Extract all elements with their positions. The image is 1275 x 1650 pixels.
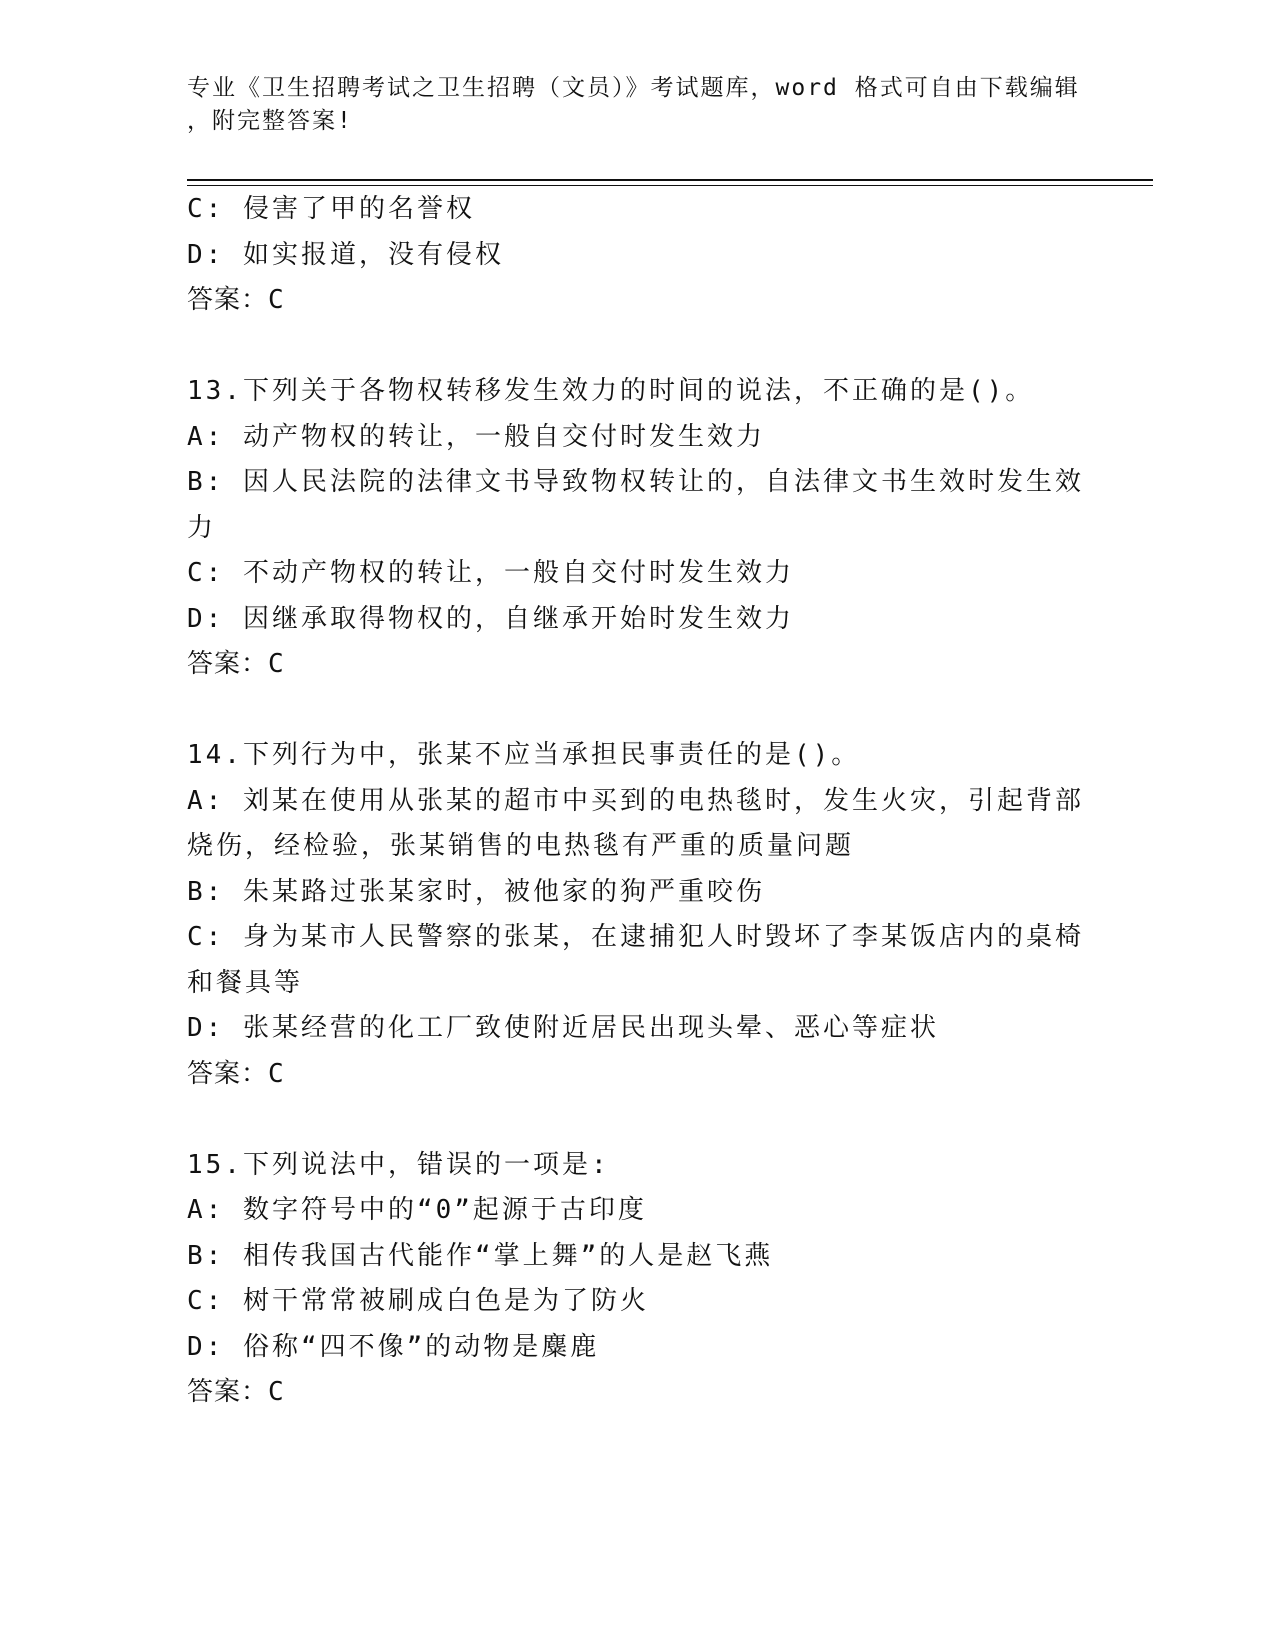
header-divider-thick xyxy=(187,179,1153,181)
q13-answer: 答案：C xyxy=(187,649,285,679)
document-header xyxy=(187,72,1087,138)
q12-answer: 答案：C xyxy=(187,285,285,315)
spacer xyxy=(187,324,1087,370)
q14-option-c: C: 身为某市人民警察的张某，在逮捕犯人时毁坏了李某饭店内的桌椅和餐具等 xyxy=(187,922,1084,998)
q13-option-a: A: 动产物权的转让，一般自交付时发生效力 xyxy=(187,421,765,452)
q12-option-c: C: 侵害了甲的名誉权 xyxy=(187,194,475,224)
q14-option-a: A: 刘某在使用从张某的超市中买到的电热毯时，发生火灾，引起背部烧伤，经检验，张某销售的电热毯有严重的质量问题 xyxy=(187,785,1084,861)
spacer xyxy=(187,688,1087,734)
question-12-continued xyxy=(187,187,1087,324)
q13-question: 13.下列关于各物权转移发生效力的时间的说法，不正确的是()。 xyxy=(187,376,1035,406)
q15-question: 15.下列说法中，错误的一项是: xyxy=(187,1149,610,1180)
q13-option-b: B: 因人民法院的法律文书导致物权转让的，自法律文书生效时发生效力 xyxy=(187,467,1084,543)
q13-option-d: D: 因继承取得物权的，自继承开始时发生效力 xyxy=(187,603,794,634)
q15-option-b: B: 相传我国古代能作“掌上舞”的人是赵飞燕 xyxy=(187,1240,774,1271)
question-14 xyxy=(187,733,1087,1097)
q14-answer: 答案：C xyxy=(187,1058,285,1089)
q15-answer: 答案：C xyxy=(187,1377,285,1407)
header-divider-thin xyxy=(187,185,1153,186)
question-13 xyxy=(187,369,1087,688)
header-line-2: ，附完整答案! xyxy=(187,108,353,134)
question-content xyxy=(187,187,1087,1416)
q15-option-c: C: 树干常常被刷成白色是为了防火 xyxy=(187,1286,649,1316)
header-line-1: 专业《卫生招聘考试之卫生招聘（文员）》考试题库，word 格式可自由下载编辑 xyxy=(187,75,1080,101)
q15-option-d: D: 俗称“四不像”的动物是麋鹿 xyxy=(187,1331,600,1362)
spacer xyxy=(187,1097,1087,1143)
q14-question: 14.下列行为中，张某不应当承担民事责任的是()。 xyxy=(187,740,861,770)
question-15 xyxy=(187,1143,1087,1416)
q14-option-b: B: 朱某路过张某家时，被他家的狗严重咬伤 xyxy=(187,876,765,907)
q12-option-d: D: 如实报道，没有侵权 xyxy=(187,239,504,270)
q15-option-a: A: 数字符号中的“0”起源于古印度 xyxy=(187,1195,647,1225)
q13-option-c: C: 不动产物权的转让，一般自交付时发生效力 xyxy=(187,558,794,588)
q14-option-d: D: 张某经营的化工厂致使附近居民出现头晕、恶心等症状 xyxy=(187,1013,939,1043)
